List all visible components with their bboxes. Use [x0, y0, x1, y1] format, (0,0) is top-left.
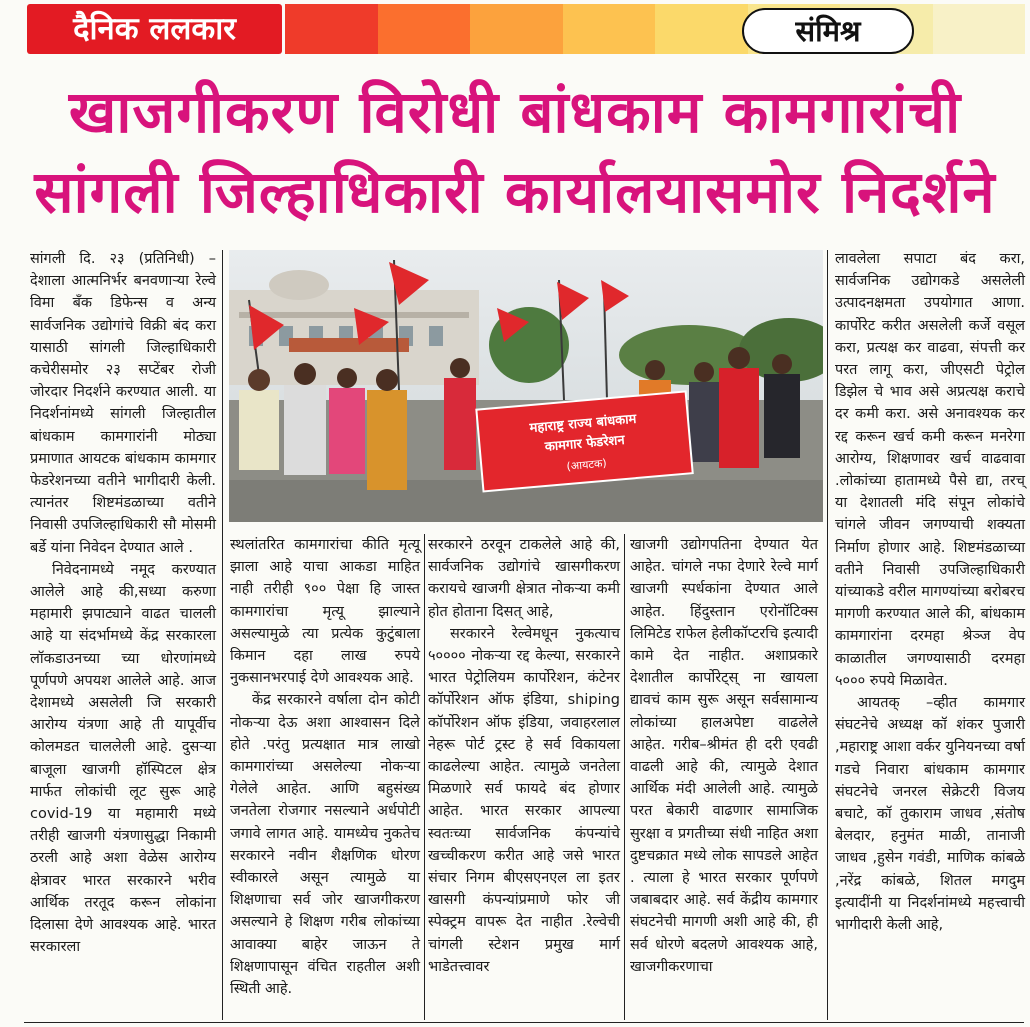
- section-label: संमिश्र: [742, 8, 914, 54]
- paragraph: सरकारने ठरवून टाकलेले आहे की, सार्वजनिक उद्योगांचे खासगीकरण करायचे खाजगी क्षेत्रात नोकऱ्या कमी होत होताना दिसत् आहे,: [428, 537, 620, 620]
- headline-line-2: सांगली जिल्हाधिकारी कार्यालयासमोर निदर्शने: [34, 157, 996, 226]
- color-stripe: [470, 4, 563, 54]
- article-column-2: [230, 534, 420, 1000]
- column-rule: [624, 534, 625, 1020]
- masthead: [0, 0, 1030, 60]
- protest-photo: [229, 250, 823, 522]
- color-stripe: [378, 4, 471, 54]
- article-column-5: [835, 248, 1025, 936]
- color-stripe: [563, 4, 656, 54]
- color-stripe: [933, 4, 1026, 54]
- headline: [0, 78, 1030, 227]
- banner-line-1: महाराष्ट्र राज्य बांधकाम: [529, 411, 637, 437]
- color-stripe-band: [285, 4, 1025, 54]
- column-rule: [424, 534, 425, 1020]
- protest-photo-illustration: [229, 250, 823, 522]
- paragraph: सांगली दि. २३ (प्रतिनिधी) – देशाला आत्मनिर्भर बनवणाऱ्या रेल्वे विमा बँक डिफेन्स व अन्य सार्वजनिक उद्योगांचे विक्री बंद करा यासाठी सांगली जिल्हाधिकारी कचेरीसमोर २३ सप्टेंबर रोजी जोरदार निदर्शने करण्यात आली. या निदर्शनांमध्ये सांगली जिल्हातील बांधकाम कामगारांनी मोठ्या प्रमाणात आयटक बांधकाम कामगार फेडरेशनच्या वतीने भागीदारी केली. त्यानंतर शिष्टमंडळाच्या वतीने निवासी उपजिल्हाधिकारी सौ मोसमी बर्डे यांना निवेदन देण्यात आले .: [30, 251, 216, 556]
- paragraph: सरकारने रेल्वेमधून नुकत्याच ५०००० नोकऱ्या रद्द केल्या, सरकारने भारत पेट्रोलियम कार्पोरेशन, कंटेनर कॉर्पोरेशन ऑफ इंडिया, shiping कॉर्पोरेशन ऑफ इंडिया, जवाहरलाल नेहरू पोर्ट ट्रस्ट हे सर्व विकायला काढलेल्या आहेत. त्यामुळे जनतेला मिळणारे सर्व फायदे बंद होणार आहेत. भारत सरकार आपल्या स्वतःच्या सार्वजनिक कंपन्यांचे खच्चीकरण करीत आहे जसे भारत संचार निगम बीएसएनएल ला इतर खासगी कंपन्यांप्रमाणे फोर जी स्पेक्ट्रम वापरू देत नाहीत .रेल्वेची चांगली स्टेशन प्रमुख मार्ग भाडेतत्त्वावर: [428, 625, 620, 975]
- article-column-4: [630, 534, 818, 978]
- color-stripe: [655, 4, 748, 54]
- paragraph: लावलेला सपाटा बंद करा, सार्वजनिक उद्योगकडे असलेली उत्पादनक्षमता उपयोगात आणा. कार्पोरेट करीत असलेली कर्जे वसूल करा, प्रत्यक्ष कर वाढवा, संपत्ती कर परत लागू करा, जीएसटी पेट्रोल डिझेल चे भाव असे अप्रत्यक्ष कराचे दर कमी करा. असे अनावश्यक कर रद्द करून खर्च कमी करून मनरेगा आरोग्य, शिक्षणावर खर्च वाढवावा .लोकांच्या हातामध्ये पैसे द्या, तरच् या देशातली मंदि संपून लोकांचे चांगले जीवन जगण्याची शक्यता निर्माण होणार आहे. शिष्टमंडळाच्या वतीने निवासी उपजिल्हाधिकारी यांच्याकडे वरील मागण्यांच्या बरोबरच मागणी करण्यात आले की, बांधकाम कामगारांना दरमहा श्रेञ्ज वेप काळातील जगण्यासाठी दरमहा ५००० रुपये मिळावेत.: [835, 251, 1025, 689]
- headline-line-1: खाजगीकरण विरोधी बांधकाम कामगारांची: [68, 78, 962, 146]
- paragraph: स्थलांतरित कामगारांचा कीति मृत्यू झाला आहे याचा आकडा माहित नाही तरीही ९०० पेक्षा हि जास्त कामगारांचा मृत्यू झाल्याने असल्यामुळे त्या प्रत्येक कुटुंबाला किमान दहा लाख रुपये नुकसानभरपाई देणे आवश्यक आहे.: [230, 537, 420, 687]
- newspaper-name: दैनिक ललकार: [73, 11, 236, 47]
- paragraph: खाजगी उद्योगपतिना देण्यात येत आहेत. चांगले नफा देणारे रेल्वे मार्ग खाजगी स्पर्धकांना देण्यात आले आहेत. हिंदुस्तान एरोनॉटिक्स लिमिटेड राफेल हेलीकॉप्टरचि इत्यादी कामे देत नाहीत. अशाप्रकारे देशातील कार्पोरेट्स् ना खायला द्यावचं काम सुरू असून सर्वसामान्य लोकांच्या हालअपेष्टा वाढलेले आहेत. गरीब–श्रीमंत ही दरी एवढी वाढली आहे की, त्यामुळे देशात आर्थिक मंदी आलेली आहे. त्यामुळे परत बेकारी वाढणार सामाजिक सुरक्षा व प्रगतीच्या संधी नाहित अशा दुष्टचक्रात मध्ये लोक सापडले आहेत . त्याला हे भारत सरकार पूर्णपणे जबाबदार आहे. सर्व केंद्रीय कामगार संघटनेची मागणी अशी आहे की, ही सर्व धोरणे बदलणे आवश्यक आहे, खाजगीकरणाचा: [630, 537, 818, 975]
- article-column-1: [30, 248, 216, 959]
- bottom-rule: [24, 1022, 1024, 1023]
- column-rule: [222, 250, 223, 1020]
- article-column-3: [428, 534, 620, 978]
- banner-line-3: (आयटक): [565, 456, 608, 474]
- color-stripe: [285, 4, 378, 54]
- column-rule: [827, 250, 828, 1020]
- banner-line-2: कामगार फेडरेशन: [544, 432, 626, 455]
- paragraph: आयतक् –व्हीत कामगार संघटनेचे अध्यक्ष कॉ शंकर पुजारी ,महाराष्ट्र आशा वर्कर युनियनच्या वर्षा गडचे निवारा बांधकाम कामगार संघटनेचे जनरल सेक्रेटरी विजय बचाटे, कॉ तुकाराम जाधव ,संतोष बेलदार, हनुमंत माळी, तानाजी जाधव ,हुसेन गवंडी, माणिक कांबळे ,नरेंद्र कांबळे, शितल मगदुम इत्यादींनी या निदर्शनांमध्ये महत्त्वाची भागीदारी केली आहे,: [835, 695, 1025, 934]
- paragraph: केंद्र सरकारने वर्षाला दोन कोटी नोकऱ्या देऊ अशा आश्वासन दिले होते .परंतु प्रत्यक्षात मात्र लाखो कामगारांच्या असलेल्या नोकऱ्या गेलेले आहेत. आणि बहुसंख्य जनतेला रोजगार नसल्याने अर्धपोटी जगावे लागत आहे. यामध्येच नुकतेच सरकारने नवीन शैक्षणिक धोरण स्वीकारले असून त्यामुळे या शिक्षणाचा सर्व जोर खाजगीकरण असल्याने हे शिक्षण गरीब लोकांच्या आवाक्या बाहेर जाऊन ते शिक्षणापासून वंचित राहतील अशी स्थिती आहे.: [230, 692, 420, 998]
- paragraph: निवेदनामध्ये नमूद करण्यात आलेले आहे की,सध्या करुणा महामारी झपाट्याने वाढत चालली आहे या संदर्भामध्ये केंद्र सरकारला लॉकडाउनच्या च्या धोरणांमध्ये पूर्णपणे अपयश आलेले आहे. आज देशामध्ये असलेली जि सरकारी आरोग्य यंत्रणा आहे ती यापूर्वीच कोलमडत चाललेली आहे. दुसऱ्या बाजूला खाजगी हॉस्पिटल क्षेत्र मार्फत लोकांची लूट सुरू आहे covid-19 या महामारी मध्ये तरीही खाजगी यंत्रणासुद्धा निकामी ठरली आहे अशा वेळेस आरोग्य क्षेत्रावर भारत सरकारने भरीव आर्थिक तरतूद करून लोकांना दिलासा देणे आवश्यक आहे. भारत सरकारला: [30, 561, 216, 956]
- newspaper-logo: [27, 4, 282, 54]
